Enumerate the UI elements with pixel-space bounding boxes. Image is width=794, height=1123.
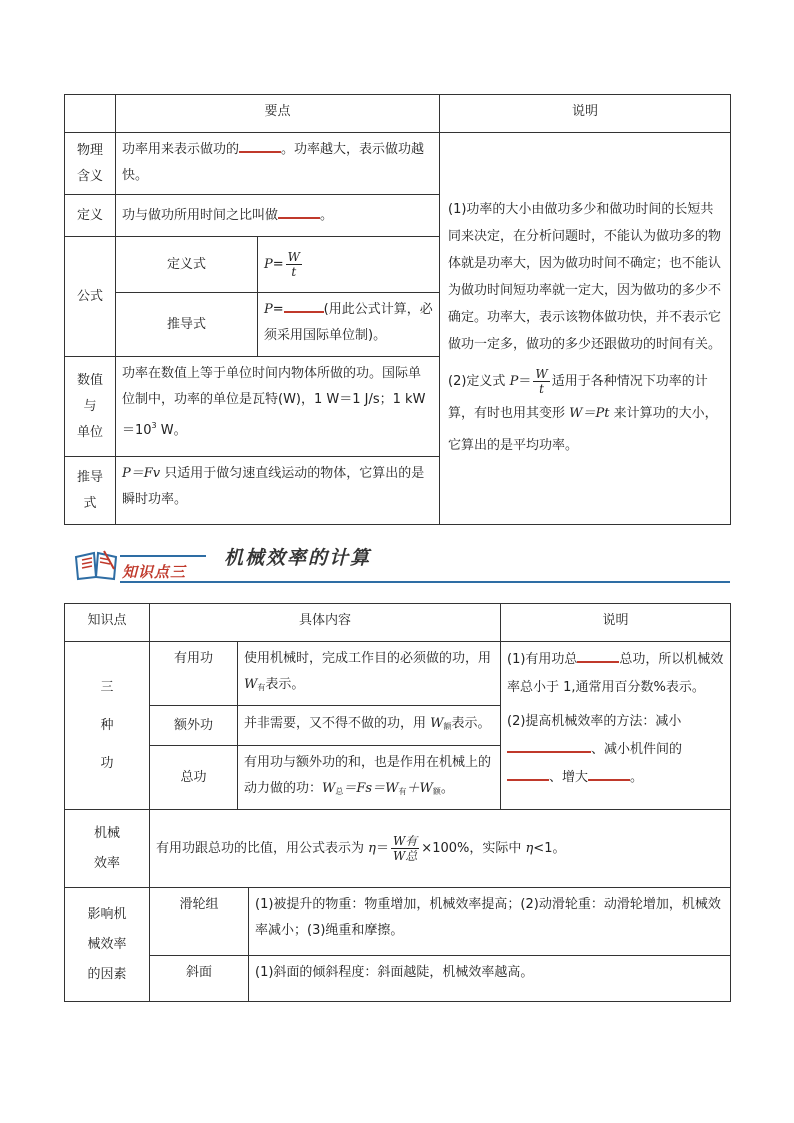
work-note-1: (1)有用功总 总功，所以机械效率总小于 1,通常用百分数%表示。 — [507, 646, 724, 702]
total-work-label: 总功 — [150, 746, 238, 810]
pulley-text: (1)被提升的物重：物重增加，机械效率提高；(2)动滑轮重：动滑轮增加，机械效率减小；(3)绳重和摩擦。 — [249, 888, 731, 956]
notes-cell — [440, 133, 731, 525]
work-note-2: (2)提高机械效率的方法：减小 、减小机件间的 、增大 。 — [507, 714, 683, 785]
three-work-label: 三 种 功 — [65, 642, 150, 810]
power-fraction: $\frac{W}{t}$ — [535, 366, 548, 396]
banner-accent-line — [120, 555, 206, 557]
efficiency-fraction: $\frac{\text{W有}}{\text{W总}}$ — [392, 834, 418, 863]
note-2: (2)定义式 P＝ $\frac{W}{t}$ 适用于各种情况下功率的计算，有时也用其变形 W＝Pt 来计算功的大小，它算出的是平均功率。 — [448, 366, 718, 453]
total-work-text: 有用功与额外功的和，也是作用在机械上的动力做的功：$W_总=Fs=W_有+W_额$。 — [238, 746, 501, 810]
derivation-text: P＝Fv 只适用于做匀速直线运动的物体，它算出的是瞬时功率。 — [116, 457, 440, 525]
answer-blank[interactable] — [284, 297, 324, 313]
useful-work-text: 使用机械时，完成工作目的必须做的功，用 $W_有$表示。 — [238, 642, 501, 706]
efficiency-table — [64, 603, 731, 1002]
meaning-text: 功率用来表示做功的 。功率越大，表示做功越快。 — [116, 133, 440, 195]
unit-text: 功率在数值上等于单位时间内物体所做的功。国际单位制中，功率的单位是瓦特(W)，1 W＝1 J/s；1 $kW=10^3$ W。 — [116, 357, 440, 457]
definition-label: 定义 — [65, 195, 116, 237]
slope-label: 斜面 — [150, 956, 249, 1002]
section-banner — [74, 543, 730, 585]
efficiency-label: 机械 效率 — [65, 810, 150, 888]
factors-label: 影响机 械效率 的因素 — [65, 888, 150, 1002]
efficiency-text: 有用功跟总功的比值，用公式表示为 η＝ $\frac{\text{W有}}{\text{W总}}$ ×100%，实际中 η<1。 — [150, 810, 731, 888]
answer-blank[interactable] — [278, 203, 320, 219]
header-knowledge: 知识点 — [65, 604, 150, 642]
extra-work-text: 并非需要，又不得不做的功，用 $W_额$表示。 — [238, 706, 501, 746]
header-blank — [65, 95, 116, 133]
power-table — [64, 94, 731, 525]
header-content: 具体内容 — [150, 604, 501, 642]
def-formula-label: 定义式 — [116, 237, 258, 293]
meaning-label: 物理 含义 — [65, 133, 116, 195]
useful-work-label: 有用功 — [150, 642, 238, 706]
answer-blank[interactable] — [507, 765, 549, 781]
extra-work-label: 额外功 — [150, 706, 238, 746]
banner-subtitle: 知识点三 — [122, 563, 187, 581]
answer-blank[interactable] — [577, 647, 619, 663]
header-points: 要点 — [116, 95, 440, 133]
answer-blank[interactable] — [239, 137, 281, 153]
banner-title: 机械效率的计算 — [224, 547, 372, 569]
note-1: (1)功率的大小由做功多少和做功时间的长短共同来决定，在分析问题时，不能认为做功多的物体就是功率大，因为做功时间不确定；也不能认为做功时间短功率就一定大，因为做功的多少不确定。功率大，表示该物体做功快，并不表示它做功一定多，做功的多少还跟做功的时间有关。 — [448, 201, 722, 352]
header-notes: 说明 — [501, 604, 731, 642]
work-notes — [501, 642, 731, 810]
derivation-label: 推导 式 — [65, 457, 116, 525]
header-notes: 说明 — [440, 95, 731, 133]
derive-formula-label: 推导式 — [116, 293, 258, 357]
formula-label: 公式 — [65, 237, 116, 357]
definition-text: 功与做功所用时间之比叫做 。 — [116, 195, 440, 237]
banner-underline — [120, 581, 730, 583]
derive-formula: P= (用此公式计算，必须采用国际单位制)。 — [258, 293, 440, 357]
answer-blank[interactable] — [588, 765, 630, 781]
def-formula: P= $\frac{W}{t}$ — [258, 237, 440, 293]
open-book-icon — [74, 549, 118, 585]
pulley-label: 滑轮组 — [150, 888, 249, 956]
unit-label: 数值 与 单位 — [65, 357, 116, 457]
slope-text: (1)斜面的倾斜程度：斜面越陡，机械效率越高。 — [249, 956, 731, 1002]
answer-blank[interactable] — [507, 737, 591, 753]
